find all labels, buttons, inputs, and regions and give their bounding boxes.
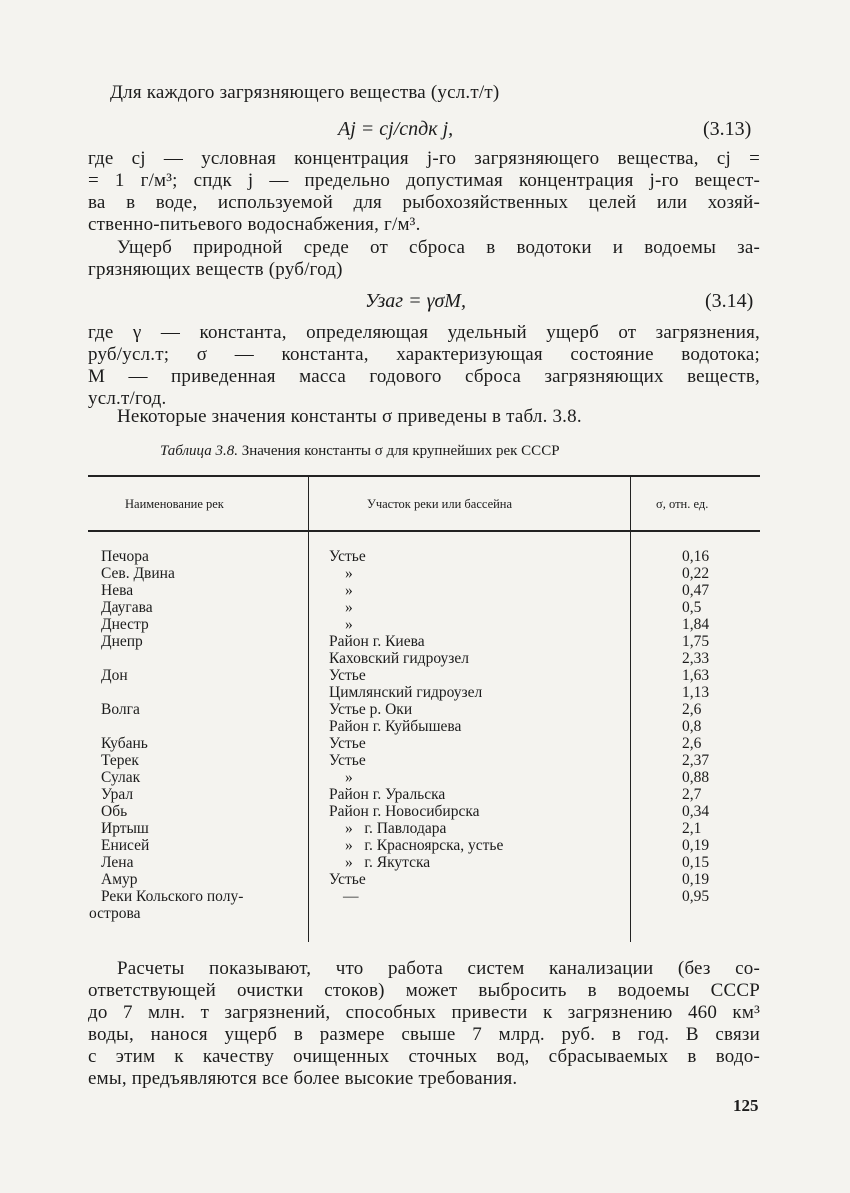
damage-line-2: грязняющих веществ (руб/год) xyxy=(88,259,343,280)
where-1-line-3: ва в воде, используемой для рыбохозяйственных целей или хозяй- xyxy=(88,192,760,213)
header-river-name: Наименование рек xyxy=(125,497,224,511)
table-caption-label: Таблица 3.8. xyxy=(160,443,238,459)
section-cell: Район г. Новосибирска xyxy=(329,803,480,820)
section-cell: Устье xyxy=(329,735,366,752)
section-cell: Устье xyxy=(329,871,366,888)
table-caption-text: Значения константы σ для крупнейших рек СССР xyxy=(241,443,560,459)
sections-column xyxy=(329,548,503,922)
where-2-line-2: руб/усл.т; σ — константа, характеризующая состояние водотока; xyxy=(88,344,760,365)
section-cell xyxy=(329,905,503,922)
where-2-line-3: M — приведенная масса годового сброса загрязняющих веществ, xyxy=(88,366,760,387)
sigma-value: 0,19 xyxy=(682,837,710,854)
damage-line-1: Ущерб природной среде от сброса в водотоки и водоемы за- xyxy=(117,237,760,258)
river-cell: Нева xyxy=(101,582,134,599)
section-cell: » xyxy=(345,565,353,582)
section-cell: Район г. Киева xyxy=(329,633,425,650)
intro-line: Для каждого загрязняющего вещества (усл.т/т) xyxy=(110,82,500,103)
closing-line-5: с этим к качеству очищенных сточных вод, сбрасываемых в водо- xyxy=(88,1046,760,1067)
where-2-line-1: где γ — константа, определяющая удельный ущерб от загрязнения, xyxy=(88,322,760,343)
section-cell: » г. Якутска xyxy=(345,854,431,871)
values-column xyxy=(682,548,709,922)
sigma-value: 2,37 xyxy=(682,752,710,769)
section-cell: Район г. Уральска xyxy=(329,786,446,803)
equation-3-13: Aj = cj/cпдк j, xyxy=(338,118,454,140)
river-cell xyxy=(101,684,243,701)
sigma-value: 0,34 xyxy=(682,803,710,820)
table-column-divider-1 xyxy=(308,475,309,942)
sigma-value: 0,22 xyxy=(682,565,710,582)
river-cell: Енисей xyxy=(101,837,150,854)
closing-line-3: до 7 млн. т загрязнений, способных привести к загрязнению 460 км³ xyxy=(88,1002,760,1023)
river-cell: Иртыш xyxy=(101,820,149,837)
river-cell: Амур xyxy=(101,871,138,888)
sigma-value: 2,7 xyxy=(682,786,702,803)
river-cell xyxy=(101,718,243,735)
river-cell: Днестр xyxy=(101,616,149,633)
where-1-line-1: где cj — условная концентрация j-го загрязняющего вещества, cj = xyxy=(88,148,760,169)
some-values-line: Некоторые значения константы σ приведены в табл. 3.8. xyxy=(117,406,582,427)
where-2-line-4: усл.т/год. xyxy=(88,388,167,409)
section-cell: Район г. Куйбышева xyxy=(329,718,462,735)
section-cell: Устье р. Оки xyxy=(329,701,413,718)
section-cell: Устье xyxy=(329,752,366,769)
section-cell: » г. Павлодара xyxy=(345,820,447,837)
section-cell: Устье xyxy=(329,548,366,565)
sigma-value: 0,19 xyxy=(682,871,710,888)
sigma-value: 1,63 xyxy=(682,667,710,684)
river-cell: Даугава xyxy=(101,599,153,616)
river-cell: Кубань xyxy=(101,735,148,752)
table-column-divider-2 xyxy=(630,475,631,942)
sigma-value: 0,95 xyxy=(682,888,710,905)
section-cell: — xyxy=(343,888,359,905)
river-cell: острова xyxy=(89,905,141,922)
sigma-value: 2,6 xyxy=(682,735,702,752)
river-cell: Сулак xyxy=(101,769,141,786)
equation-3-13-number: (3.13) xyxy=(703,118,752,140)
river-cell: Дон xyxy=(101,667,128,684)
section-cell: » xyxy=(345,769,353,786)
header-sigma: σ, отн. ед. xyxy=(656,497,709,511)
table-top-rule xyxy=(88,475,760,477)
river-cell: Сев. Двина xyxy=(101,565,175,582)
where-1-line-2: = 1 г/м³; cпдк j — предельно допустимая концентрация j-го вещест- xyxy=(88,170,760,191)
sigma-value: 1,84 xyxy=(682,616,710,633)
closing-line-4: воды, нанося ущерб в размере свыше 7 млрд. руб. в год. В связи xyxy=(88,1024,760,1045)
sigma-value: 0,88 xyxy=(682,769,710,786)
river-cell: Волга xyxy=(101,701,140,718)
sigma-value: 0,16 xyxy=(682,548,710,565)
rivers-column xyxy=(89,548,244,922)
sigma-value: 0,5 xyxy=(682,599,702,616)
closing-line-6: емы, предъявляются все более высокие требования. xyxy=(88,1068,518,1089)
section-cell: » xyxy=(345,616,353,633)
section-cell: » xyxy=(345,599,353,616)
sigma-value: 2,6 xyxy=(682,701,702,718)
page-number: 125 xyxy=(733,1096,759,1115)
river-cell: Терек xyxy=(101,752,139,769)
sigma-value: 0,8 xyxy=(682,718,702,735)
river-cell: Лена xyxy=(101,854,134,871)
table-caption xyxy=(160,443,560,460)
river-cell: Днепр xyxy=(101,633,143,650)
section-cell: Устье xyxy=(329,667,366,684)
river-cell: Реки Кольского полу- xyxy=(101,888,244,905)
where-1-line-4: ственно-питьевого водоснабжения, г/м³. xyxy=(88,214,421,235)
river-cell xyxy=(101,650,243,667)
sigma-value: 1,13 xyxy=(682,684,710,701)
sigma-value: 0,47 xyxy=(682,582,710,599)
sigma-value: 2,33 xyxy=(682,650,710,667)
sigma-value: 1,75 xyxy=(682,633,710,650)
river-cell: Обь xyxy=(101,803,128,820)
river-cell: Печора xyxy=(101,548,149,565)
closing-line-2: ответствующей очистки стоков) может выбросить в водоемы СССР xyxy=(88,980,760,1001)
section-cell: Цимлянский гидроузел xyxy=(329,684,483,701)
section-cell: » г. Красноярска, устье xyxy=(345,837,504,854)
equation-3-14: Узаг = γσM, xyxy=(365,290,466,312)
table-header-rule xyxy=(88,530,760,532)
sigma-value: 0,15 xyxy=(682,854,710,871)
river-cell: Урал xyxy=(101,786,134,803)
section-cell: Каховский гидроузел xyxy=(329,650,469,667)
closing-line-1: Расчеты показывают, что работа систем канализации (без со- xyxy=(117,958,760,979)
sigma-value: 2,1 xyxy=(682,820,702,837)
sigma-value xyxy=(682,905,709,922)
header-section: Участок реки или бассейна xyxy=(367,497,513,511)
equation-3-14-number: (3.14) xyxy=(705,290,754,312)
section-cell: » xyxy=(345,582,353,599)
